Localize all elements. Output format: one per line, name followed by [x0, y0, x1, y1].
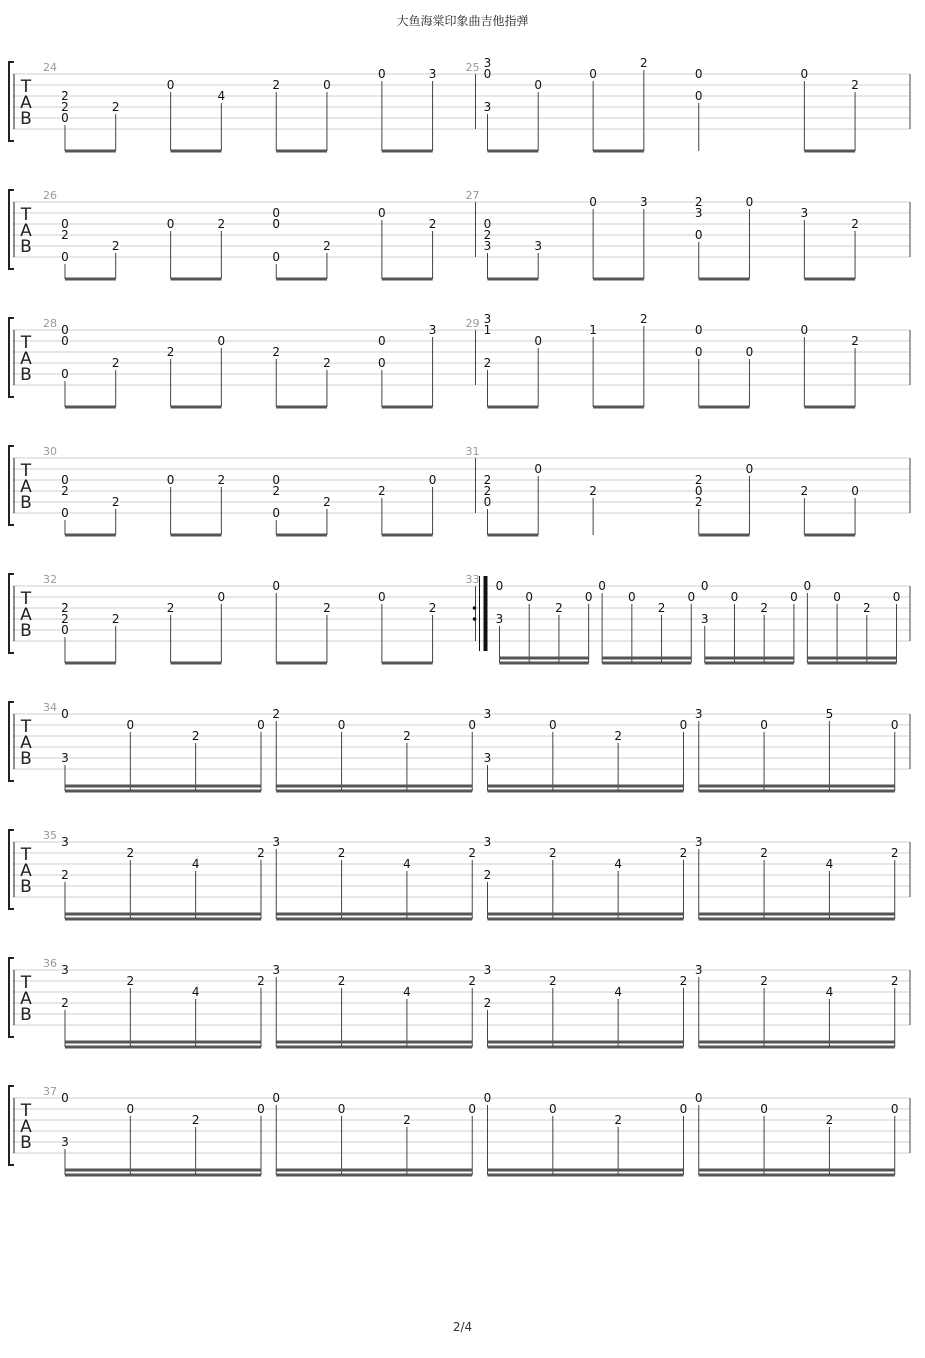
- tab-clef-letter: T: [20, 461, 32, 481]
- fret-number: 2: [468, 974, 477, 988]
- tab-system: [9, 189, 910, 279]
- fret-number: 2: [272, 78, 281, 92]
- fret-number: 2: [378, 484, 386, 498]
- tab-clef-letter: T: [20, 1101, 32, 1121]
- fret-number: 2: [483, 868, 492, 882]
- fret-number: 0: [745, 195, 754, 209]
- fret-number: 4: [217, 89, 226, 103]
- fret-number: 0: [803, 579, 812, 593]
- tab-system: [9, 445, 910, 535]
- tab-system: [9, 957, 910, 1047]
- fret-number: 2: [549, 846, 557, 860]
- fret-number: 2: [217, 217, 226, 231]
- fret-number: 3: [428, 323, 437, 337]
- fret-number: 2: [760, 846, 768, 860]
- fret-number: 2: [217, 473, 226, 487]
- fret-number: 2: [679, 974, 688, 988]
- fret-number: 2: [61, 868, 69, 882]
- fret-number: 3: [483, 751, 492, 765]
- measure-number: 35: [43, 829, 57, 842]
- fret-number: 3: [534, 239, 543, 253]
- measure-number: 27: [465, 189, 480, 202]
- fret-number: 0: [800, 67, 809, 81]
- fret-number: 0: [272, 473, 281, 487]
- tab-system: [9, 1085, 910, 1175]
- fret-number: 0: [126, 1102, 135, 1116]
- fret-number: 2: [640, 56, 648, 70]
- fret-number: 2: [468, 846, 477, 860]
- fret-number: 2: [483, 996, 492, 1010]
- fret-number: 0: [549, 1102, 557, 1116]
- fret-number: 2: [483, 473, 492, 487]
- page-number: 2/4: [452, 1320, 473, 1334]
- fret-number: 2: [323, 356, 331, 370]
- fret-number: 2: [640, 312, 648, 326]
- fret-number: 2: [61, 601, 69, 615]
- tab-system: [9, 312, 910, 407]
- tab-clef-letter: B: [20, 1133, 32, 1153]
- fret-number: 4: [614, 985, 622, 999]
- fret-number: 2: [403, 729, 411, 743]
- fret-number: 2: [272, 707, 281, 721]
- fret-number: 2: [614, 1113, 622, 1127]
- fret-number: 0: [61, 1091, 69, 1105]
- fret-number: 0: [833, 590, 841, 604]
- fret-number: 0: [534, 334, 543, 348]
- fret-number: 0: [790, 590, 798, 604]
- fret-number: 0: [483, 67, 492, 81]
- fret-number: 2: [337, 974, 346, 988]
- measure-number: 30: [43, 445, 57, 458]
- fret-number: 2: [272, 345, 281, 359]
- fret-number: 2: [191, 729, 200, 743]
- fret-number: 2: [61, 89, 69, 103]
- tab-system: [9, 573, 910, 663]
- repeat-dot: [473, 606, 477, 610]
- fret-number: 2: [800, 484, 809, 498]
- fret-number: 3: [640, 195, 648, 209]
- fret-number: 0: [257, 718, 265, 732]
- tab-clef-letter: A: [20, 349, 32, 369]
- fret-number: 0: [468, 718, 477, 732]
- fret-number: 2: [890, 846, 899, 860]
- fret-number: 3: [495, 612, 504, 626]
- fret-number: 0: [687, 590, 696, 604]
- tab-system: [9, 829, 910, 919]
- fret-number: 0: [694, 484, 703, 498]
- fret-number: 2: [483, 484, 492, 498]
- tab-clef-letter: B: [20, 1005, 32, 1025]
- fret-number: 0: [468, 1102, 477, 1116]
- fret-number: 2: [589, 484, 597, 498]
- fret-number: 0: [694, 323, 703, 337]
- tab-clef-letter: T: [20, 845, 32, 865]
- fret-number: 0: [61, 323, 69, 337]
- fret-number: 0: [61, 111, 69, 125]
- fret-number: 3: [700, 612, 709, 626]
- fret-number: 2: [890, 974, 899, 988]
- tab-clef-letter: B: [20, 877, 32, 897]
- fret-number: 3: [61, 963, 69, 977]
- fret-number: 2: [679, 846, 688, 860]
- tab-system: [9, 56, 910, 151]
- measure-number: 32: [43, 573, 57, 586]
- fret-number: 2: [694, 495, 703, 509]
- fret-number: 1: [483, 323, 492, 337]
- fret-number: 3: [694, 707, 703, 721]
- fret-number: 2: [825, 1113, 834, 1127]
- fret-number: 2: [61, 484, 69, 498]
- fret-number: 2: [61, 996, 69, 1010]
- measure-number: 37: [43, 1085, 57, 1098]
- fret-number: 2: [61, 612, 69, 626]
- fret-number: 0: [166, 217, 175, 231]
- fret-number: 3: [694, 835, 703, 849]
- fret-number: 2: [126, 974, 135, 988]
- fret-number: 2: [323, 495, 331, 509]
- tab-clef-letter: B: [20, 621, 32, 641]
- fret-number: 3: [272, 835, 281, 849]
- fret-number: 3: [61, 1135, 69, 1149]
- fret-number: 2: [323, 239, 331, 253]
- tab-clef-letter: T: [20, 973, 32, 993]
- measure-number: 34: [43, 701, 57, 714]
- fret-number: 3: [800, 206, 809, 220]
- tab-system: [9, 701, 910, 791]
- fret-number: 2: [760, 974, 768, 988]
- page-title: 大鱼海棠印象曲吉他指弹: [396, 14, 529, 28]
- fret-number: 2: [61, 228, 69, 242]
- fret-number: 3: [483, 835, 492, 849]
- fret-number: 2: [191, 1113, 200, 1127]
- tab-clef-letter: A: [20, 93, 32, 113]
- tab-clef-letter: A: [20, 1117, 32, 1137]
- fret-number: 0: [598, 579, 606, 593]
- fret-number: 2: [694, 195, 703, 209]
- measure: [466, 312, 859, 407]
- tab-clef-letter: B: [20, 109, 32, 129]
- fret-number: 0: [61, 250, 69, 264]
- fret-number: 0: [483, 1091, 492, 1105]
- measure-number: 33: [465, 573, 480, 586]
- fret-number: 0: [525, 590, 534, 604]
- fret-number: 3: [272, 963, 281, 977]
- fret-number: 3: [483, 312, 492, 326]
- fret-number: 2: [337, 846, 346, 860]
- fret-number: 0: [694, 1091, 703, 1105]
- fret-number: 2: [111, 239, 120, 253]
- fret-number: 0: [428, 473, 437, 487]
- fret-number: 0: [61, 473, 69, 487]
- tab-clef-letter: A: [20, 989, 32, 1009]
- fret-number: 0: [61, 506, 69, 520]
- measure-number: 29: [465, 317, 480, 330]
- fret-number: 2: [851, 334, 859, 348]
- fret-number: 3: [483, 239, 492, 253]
- fret-number: 0: [679, 1102, 688, 1116]
- fret-number: 2: [549, 974, 557, 988]
- fret-number: 0: [890, 1102, 899, 1116]
- fret-number: 2: [483, 228, 492, 242]
- fret-number: 2: [257, 974, 265, 988]
- fret-number: 4: [403, 857, 411, 871]
- fret-number: 0: [534, 462, 543, 476]
- tab-clef-letter: B: [20, 237, 32, 257]
- fret-number: 0: [534, 78, 543, 92]
- fret-number: 2: [257, 846, 265, 860]
- fret-number: 4: [191, 857, 200, 871]
- fret-number: 2: [166, 345, 175, 359]
- fret-number: 2: [111, 612, 120, 626]
- fret-number: 0: [126, 718, 135, 732]
- tab-clef-letter: T: [20, 717, 32, 737]
- fret-number: 0: [760, 718, 768, 732]
- tab-clef-letter: T: [20, 205, 32, 225]
- fret-number: 0: [378, 590, 386, 604]
- measure: [466, 56, 859, 151]
- fret-number: 2: [272, 484, 281, 498]
- fret-number: 0: [166, 473, 175, 487]
- fret-number: 1: [589, 323, 597, 337]
- fret-number: 3: [61, 835, 69, 849]
- fret-number: 0: [272, 1091, 281, 1105]
- fret-number: 0: [378, 356, 386, 370]
- fret-number: 0: [61, 623, 69, 637]
- fret-number: 0: [694, 345, 703, 359]
- fret-number: 2: [111, 100, 120, 114]
- fret-number: 0: [700, 579, 709, 593]
- fret-number: 2: [760, 601, 768, 615]
- measure-number: 28: [43, 317, 57, 330]
- fret-number: 0: [694, 228, 703, 242]
- fret-number: 0: [760, 1102, 768, 1116]
- fret-number: 0: [679, 718, 688, 732]
- measure-number: 31: [465, 445, 480, 458]
- fret-number: 0: [61, 334, 69, 348]
- fret-number: 2: [61, 100, 69, 114]
- fret-number: 2: [483, 356, 492, 370]
- fret-number: 0: [584, 590, 593, 604]
- fret-number: 5: [825, 707, 834, 721]
- fret-number: 0: [217, 590, 226, 604]
- tab-clef-letter: B: [20, 749, 32, 769]
- tab-clef-letter: B: [20, 493, 32, 513]
- fret-number: 0: [589, 195, 597, 209]
- repeat-dot: [473, 617, 477, 621]
- fret-number: 0: [323, 78, 331, 92]
- fret-number: 0: [61, 217, 69, 231]
- fret-number: 0: [628, 590, 636, 604]
- fret-number: 4: [403, 985, 411, 999]
- tab-clef-letter: A: [20, 733, 32, 753]
- fret-number: 0: [694, 67, 703, 81]
- fret-number: 3: [483, 963, 492, 977]
- fret-number: 3: [483, 56, 492, 70]
- fret-number: 4: [614, 857, 622, 871]
- fret-number: 2: [428, 217, 437, 231]
- fret-number: 3: [694, 963, 703, 977]
- fret-number: 2: [111, 356, 120, 370]
- tab-clef-letter: T: [20, 333, 32, 353]
- measure-number: 36: [43, 957, 57, 970]
- fret-number: 0: [272, 506, 281, 520]
- fret-number: 0: [549, 718, 557, 732]
- fret-number: 4: [825, 857, 834, 871]
- fret-number: 0: [166, 78, 175, 92]
- fret-number: 0: [800, 323, 809, 337]
- measure-number: 24: [43, 61, 57, 74]
- fret-number: 3: [694, 206, 703, 220]
- tab-clef-letter: A: [20, 221, 32, 241]
- fret-number: 0: [730, 590, 739, 604]
- fret-number: 2: [614, 729, 622, 743]
- fret-number: 0: [272, 206, 281, 220]
- fret-number: 0: [745, 345, 754, 359]
- fret-number: 0: [337, 718, 346, 732]
- tab-clef-letter: A: [20, 861, 32, 881]
- fret-number: 0: [745, 462, 754, 476]
- fret-number: 0: [890, 718, 899, 732]
- fret-number: 0: [217, 334, 226, 348]
- fret-number: 0: [257, 1102, 265, 1116]
- fret-number: 3: [61, 751, 69, 765]
- tab-clef-letter: T: [20, 589, 32, 609]
- fret-number: 2: [694, 473, 703, 487]
- fret-number: 2: [851, 217, 859, 231]
- fret-number: 2: [166, 601, 175, 615]
- tab-clef-letter: B: [20, 365, 32, 385]
- fret-number: 0: [61, 367, 69, 381]
- fret-number: 0: [589, 67, 597, 81]
- fret-number: 2: [403, 1113, 411, 1127]
- fret-number: 0: [495, 579, 504, 593]
- fret-number: 0: [483, 217, 492, 231]
- fret-number: 2: [323, 601, 331, 615]
- fret-number: 0: [378, 206, 386, 220]
- measure-number: 26: [43, 189, 57, 202]
- tab-clef-letter: A: [20, 477, 32, 497]
- fret-number: 3: [483, 100, 492, 114]
- fret-number: 4: [825, 985, 834, 999]
- fret-number: 0: [337, 1102, 346, 1116]
- fret-number: 2: [555, 601, 563, 615]
- fret-number: 0: [851, 484, 859, 498]
- fret-number: 3: [428, 67, 437, 81]
- fret-number: 0: [272, 250, 281, 264]
- fret-number: 0: [892, 590, 901, 604]
- tab-clef-letter: A: [20, 605, 32, 625]
- fret-number: 0: [483, 495, 492, 509]
- fret-number: 0: [378, 334, 386, 348]
- fret-number: 4: [191, 985, 200, 999]
- fret-number: 2: [428, 601, 437, 615]
- tab-clef-letter: T: [20, 77, 32, 97]
- fret-number: 0: [272, 217, 281, 231]
- measure-number: 25: [465, 61, 480, 74]
- fret-number: 2: [657, 601, 666, 615]
- fret-number: 0: [272, 579, 281, 593]
- fret-number: 2: [862, 601, 871, 615]
- fret-number: 0: [378, 67, 386, 81]
- fret-number: 2: [126, 846, 135, 860]
- fret-number: 2: [111, 495, 120, 509]
- fret-number: 0: [694, 89, 703, 103]
- fret-number: 0: [61, 707, 69, 721]
- fret-number: 3: [483, 707, 492, 721]
- fret-number: 2: [851, 78, 859, 92]
